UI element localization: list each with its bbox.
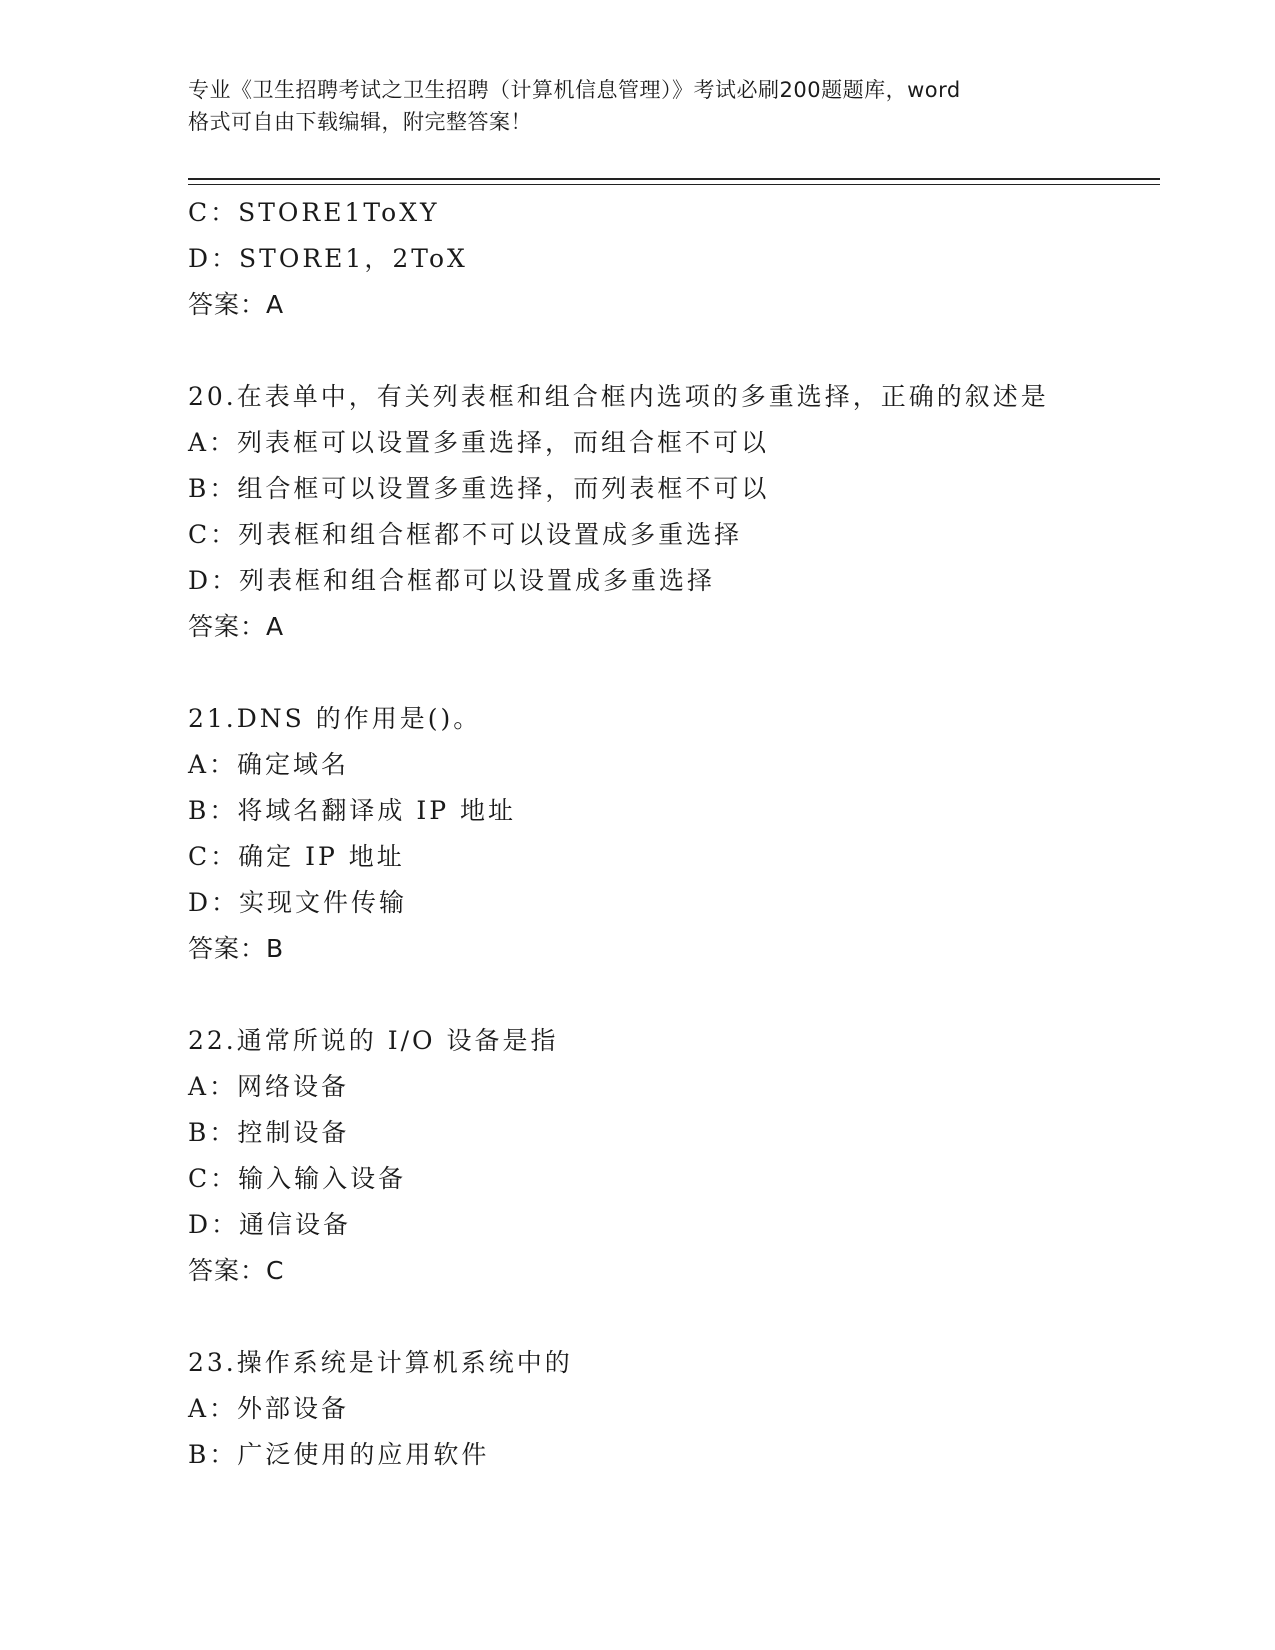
option-a: A：列表框可以设置多重选择，而组合框不可以 — [188, 428, 770, 457]
answer-line: 答案：C — [188, 1256, 285, 1285]
option-c: C：确定 IP 地址 — [188, 842, 405, 871]
question-stem: 22.通常所说的 I/O 设备是指 — [188, 1026, 559, 1055]
header-title-line-1: 专业《卫生招聘考试之卫生招聘（计算机信息管理）》考试必刷200题题库，word — [188, 78, 961, 102]
question-19-continued — [188, 190, 1160, 328]
option-d: D：STORE1，2ToX — [188, 244, 468, 273]
answer-line: 答案：B — [188, 934, 285, 963]
option-c: C：输入输入设备 — [188, 1164, 407, 1193]
header-divider-thick — [188, 178, 1160, 180]
document-header — [188, 74, 1088, 138]
spacer — [188, 328, 1160, 374]
question-21 — [188, 696, 1160, 972]
option-d: D：实现文件传输 — [188, 888, 408, 917]
answer-line: 答案：A — [188, 612, 285, 641]
question-stem: 20.在表单中，有关列表框和组合框内选项的多重选择，正确的叙述是 — [188, 382, 1049, 411]
question-stem: 21.DNS 的作用是()。 — [188, 704, 482, 733]
option-b: B：控制设备 — [188, 1118, 350, 1147]
option-d: D：列表框和组合框都可以设置成多重选择 — [188, 566, 716, 595]
header-title-line-2: 格式可自由下载编辑，附完整答案！ — [188, 110, 532, 134]
spacer — [188, 650, 1160, 696]
question-22 — [188, 1018, 1160, 1294]
spacer — [188, 972, 1160, 1018]
answer-line: 答案：A — [188, 290, 285, 319]
question-23 — [188, 1340, 1160, 1478]
option-b: B：广泛使用的应用软件 — [188, 1440, 490, 1469]
option-c: C：STORE1ToXY — [188, 198, 440, 227]
option-a: A：外部设备 — [188, 1394, 350, 1423]
spacer — [188, 1294, 1160, 1340]
option-b: B：将域名翻译成 IP 地址 — [188, 796, 516, 825]
question-20 — [188, 374, 1160, 650]
question-stem: 23.操作系统是计算机系统中的 — [188, 1348, 573, 1377]
option-b: B：组合框可以设置多重选择，而列表框不可以 — [188, 474, 770, 503]
header-divider-thin — [188, 184, 1160, 185]
option-d: D：通信设备 — [188, 1210, 352, 1239]
option-a: A：网络设备 — [188, 1072, 350, 1101]
option-c: C：列表框和组合框都不可以设置成多重选择 — [188, 520, 743, 549]
question-list — [188, 190, 1160, 1478]
option-a: A：确定域名 — [188, 750, 350, 779]
